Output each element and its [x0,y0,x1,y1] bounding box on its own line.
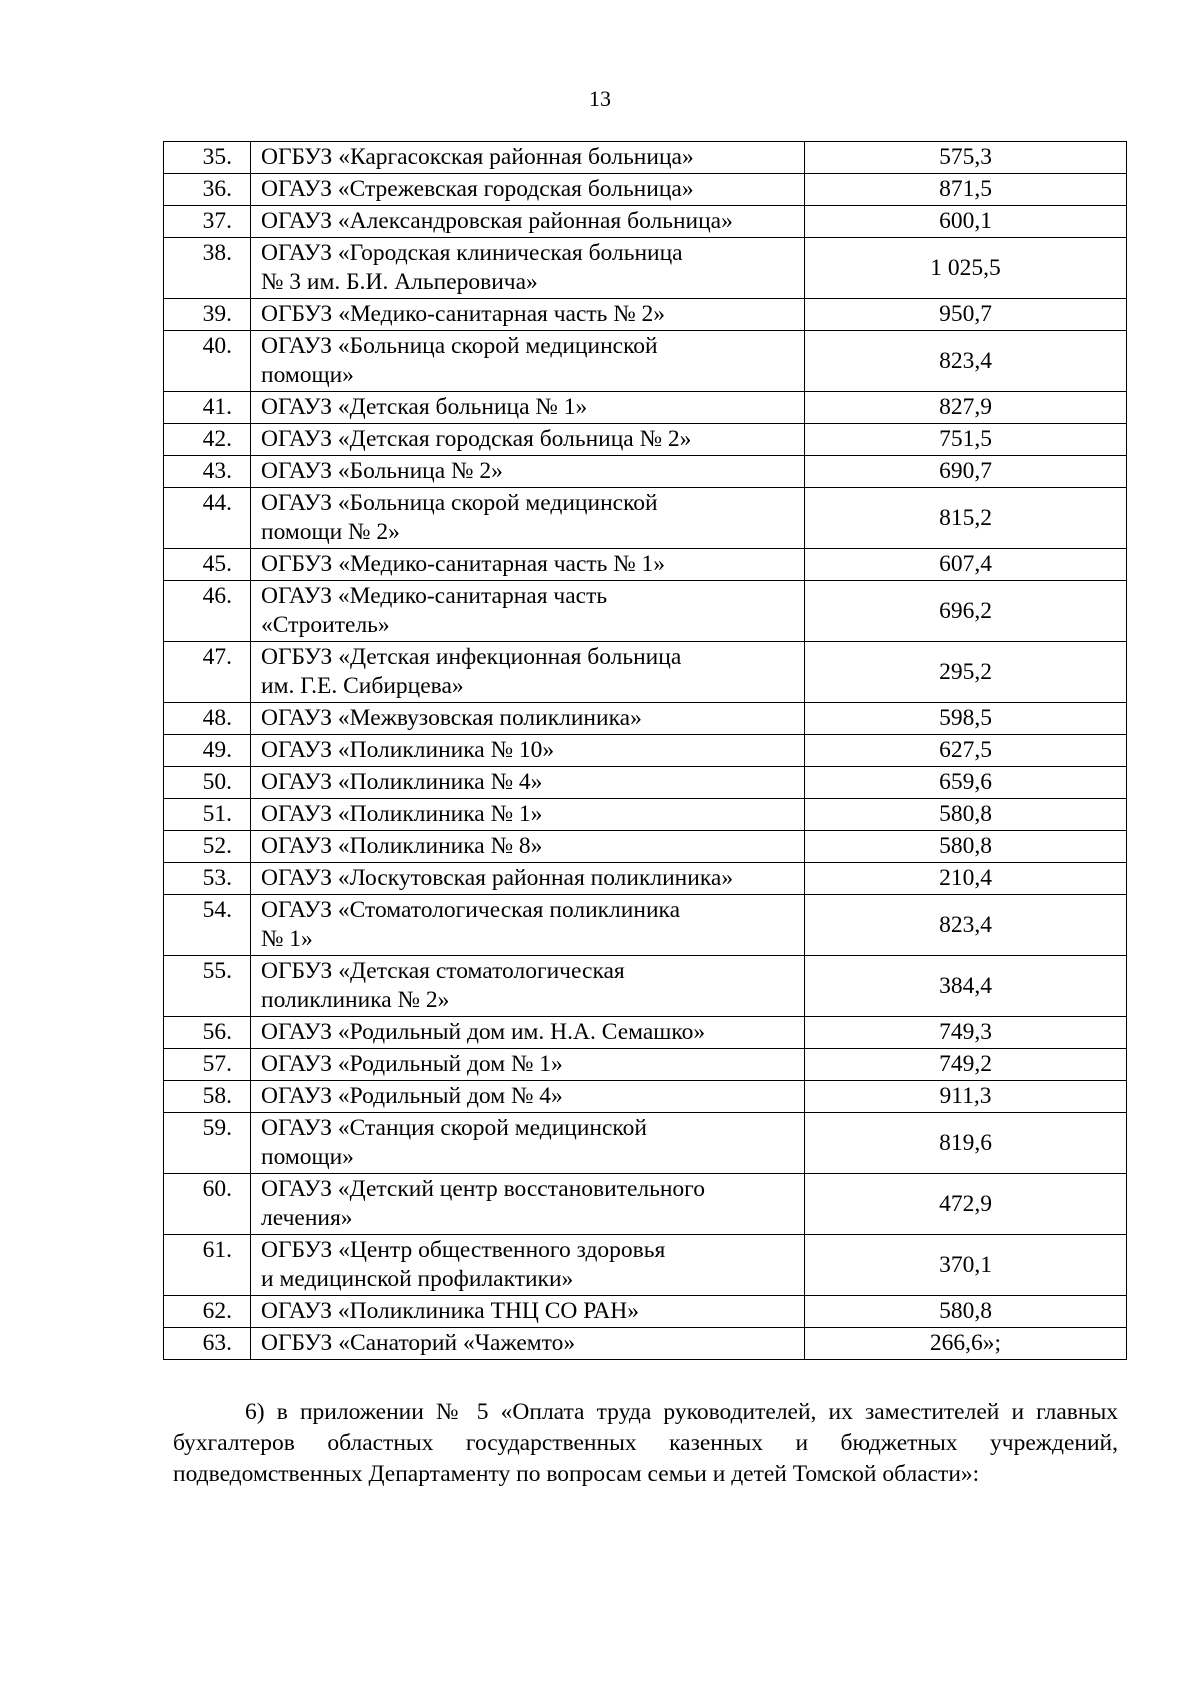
row-number: 48. [164,703,251,735]
value-cell: 580,8 [805,831,1127,863]
institution-name [251,456,805,488]
institution-name [251,767,805,799]
institution-name-line: помощи» [261,1144,354,1170]
institution-name-line: ОГБУЗ «Санаторий «Чажемто» [261,1330,576,1356]
institution-name-line: ОГАУЗ «Больница скорой медицинской [261,490,658,516]
institution-name-line: им. Г.Е. Сибирцева» [261,673,464,699]
value-cell: 210,4 [805,863,1127,895]
institution-name-line: ОГАУЗ «Межвузовская поликлиника» [261,705,642,731]
row-number: 53. [164,863,251,895]
row-number: 62. [164,1296,251,1328]
table-row [164,895,1127,956]
row-number: 60. [164,1174,251,1235]
value-cell: 627,5 [805,735,1127,767]
institution-name-line: ОГБУЗ «Каргасокская районная больница» [261,144,694,170]
table-row [164,206,1127,238]
institution-name-line: ОГАУЗ «Родильный дом № 4» [261,1083,563,1109]
table-row [164,1081,1127,1113]
institution-name [251,142,805,174]
table-row [164,488,1127,549]
table-row [164,142,1127,174]
table-row [164,642,1127,703]
institution-name-line: ОГАУЗ «Поликлиника № 4» [261,769,543,795]
table-row [164,799,1127,831]
row-number: 57. [164,1049,251,1081]
value-cell: 871,5 [805,174,1127,206]
value-cell: 827,9 [805,392,1127,424]
value-cell: 749,2 [805,1049,1127,1081]
table-row [164,299,1127,331]
institution-name [251,1017,805,1049]
institution-name [251,1296,805,1328]
institution-name-line: ОГАУЗ «Стрежевская городская больница» [261,176,694,202]
value-cell: 823,4 [805,331,1127,392]
institution-name-line: ОГАУЗ «Детская городская больница № 2» [261,426,692,452]
institution-name-line: ОГАУЗ «Детская больница № 1» [261,394,588,420]
institution-name-line: ОГАУЗ «Станция скорой медицинской [261,1115,647,1141]
institution-name [251,1174,805,1235]
institution-name-line: помощи № 2» [261,519,400,545]
institution-name [251,895,805,956]
institution-name-line: ОГАУЗ «Поликлиника № 1» [261,801,543,827]
value-cell: 384,4 [805,956,1127,1017]
row-number: 63. [164,1328,251,1360]
row-number: 54. [164,895,251,956]
row-number: 51. [164,799,251,831]
table-row [164,1049,1127,1081]
table-row [164,703,1127,735]
institution-name [251,703,805,735]
institution-name [251,488,805,549]
institution-name [251,1235,805,1296]
table-row [164,1235,1127,1296]
institution-name-line: ОГАУЗ «Городская клиническая больница [261,240,683,266]
institution-name-line: ОГАУЗ «Поликлиника ТНЦ СО РАН» [261,1298,640,1324]
institution-name-line: № 3 им. Б.И. Альперовича» [261,269,538,295]
value-cell: 696,2 [805,581,1127,642]
value-cell: 749,3 [805,1017,1127,1049]
institution-name [251,549,805,581]
institution-name-line: ОГАУЗ «Медико-санитарная часть [261,583,608,609]
institution-name-line: и медицинской профилактики» [261,1266,574,1292]
table-row [164,767,1127,799]
institution-name [251,299,805,331]
table-row [164,1174,1127,1235]
amendment-paragraph: 6) в приложении № 5 «Оплата труда руководителей, их заместителей и главных бухгалтеров областных государственных казенных и бюджетных учреждений, подведомственных Департаменту по вопросам семьи и детей Томской области»: [173,1399,1118,1487]
table-row [164,424,1127,456]
row-number: 39. [164,299,251,331]
row-number: 46. [164,581,251,642]
institution-name [251,392,805,424]
institution-name [251,799,805,831]
institution-name [251,174,805,206]
row-number: 55. [164,956,251,1017]
row-number: 35. [164,142,251,174]
row-number: 56. [164,1017,251,1049]
institution-name [251,1081,805,1113]
value-cell: 472,9 [805,1174,1127,1235]
table-row [164,174,1127,206]
row-number: 58. [164,1081,251,1113]
table-row [164,238,1127,299]
value-cell: 659,6 [805,767,1127,799]
value-cell: 819,6 [805,1113,1127,1174]
institution-name [251,1113,805,1174]
institution-name-line: ОГАУЗ «Больница скорой медицинской [261,333,658,359]
value-cell: 1 025,5 [805,238,1127,299]
row-number: 42. [164,424,251,456]
institution-name [251,581,805,642]
institution-name-line: ОГАУЗ «Больница № 2» [261,458,503,484]
institution-name [251,424,805,456]
institution-name-line: ОГБУЗ «Детская инфекционная больница [261,644,682,670]
table-row [164,863,1127,895]
row-number: 40. [164,331,251,392]
value-cell: 598,5 [805,703,1127,735]
institution-name-line: ОГБУЗ «Детская стоматологическая [261,958,625,984]
institution-name [251,1049,805,1081]
value-cell: 607,4 [805,549,1127,581]
value-cell: 370,1 [805,1235,1127,1296]
value-cell: 751,5 [805,424,1127,456]
value-cell: 950,7 [805,299,1127,331]
institution-name [251,238,805,299]
salary-table [163,141,1127,1360]
institution-name-line: ОГАУЗ «Поликлиника № 8» [261,833,543,859]
institution-name [251,206,805,238]
institution-name-line: ОГБУЗ «Центр общественного здоровья [261,1237,666,1263]
table-row [164,735,1127,767]
row-number: 49. [164,735,251,767]
row-number: 38. [164,238,251,299]
value-cell: 815,2 [805,488,1127,549]
value-cell: 266,6»; [805,1328,1127,1360]
row-number: 50. [164,767,251,799]
institution-name-line: ОГАУЗ «Родильный дом им. Н.А. Семашко» [261,1019,706,1045]
table-row [164,956,1127,1017]
institution-name [251,642,805,703]
institution-name [251,863,805,895]
table-row [164,456,1127,488]
institution-name [251,331,805,392]
institution-name-line: ОГАУЗ «Поликлиника № 10» [261,737,555,763]
value-cell: 690,7 [805,456,1127,488]
institution-name-line: ОГАУЗ «Детский центр восстановительного [261,1176,705,1202]
table-row [164,1017,1127,1049]
table-body [164,142,1127,1360]
value-cell: 911,3 [805,1081,1127,1113]
row-number: 52. [164,831,251,863]
row-number: 44. [164,488,251,549]
institution-name [251,1328,805,1360]
row-number: 47. [164,642,251,703]
table-row [164,1328,1127,1360]
value-cell: 600,1 [805,206,1127,238]
institution-name [251,956,805,1017]
row-number: 61. [164,1235,251,1296]
table-row [164,331,1127,392]
table-row [164,831,1127,863]
value-cell: 575,3 [805,142,1127,174]
value-cell: 295,2 [805,642,1127,703]
row-number: 59. [164,1113,251,1174]
row-number: 36. [164,174,251,206]
institution-name-line: ОГАУЗ «Стоматологическая поликлиника [261,897,681,923]
table-row [164,549,1127,581]
institution-name-line: ОГАУЗ «Лоскутовская районная поликлиника» [261,865,734,891]
institution-name-line: поликлиника № 2» [261,987,450,1013]
institution-name-line: помощи» [261,362,354,388]
value-cell: 580,8 [805,1296,1127,1328]
page-number: 13 [589,86,611,111]
table-row [164,392,1127,424]
institution-name-line: ОГБУЗ «Медико-санитарная часть № 2» [261,301,666,327]
table-row [164,1113,1127,1174]
row-number: 41. [164,392,251,424]
value-cell: 580,8 [805,799,1127,831]
institution-name-line: ОГАУЗ «Александровская районная больница» [261,208,733,234]
table-row [164,581,1127,642]
institution-name-line: «Строитель» [261,612,390,638]
table-row [164,1296,1127,1328]
institution-name-line: ОГАУЗ «Родильный дом № 1» [261,1051,563,1077]
institution-name-line: ОГБУЗ «Медико-санитарная часть № 1» [261,551,666,577]
institution-name [251,735,805,767]
institution-name [251,831,805,863]
row-number: 45. [164,549,251,581]
institution-name-line: № 1» [261,926,313,952]
row-number: 43. [164,456,251,488]
row-number: 37. [164,206,251,238]
institution-name-line: лечения» [261,1205,353,1231]
value-cell: 823,4 [805,895,1127,956]
